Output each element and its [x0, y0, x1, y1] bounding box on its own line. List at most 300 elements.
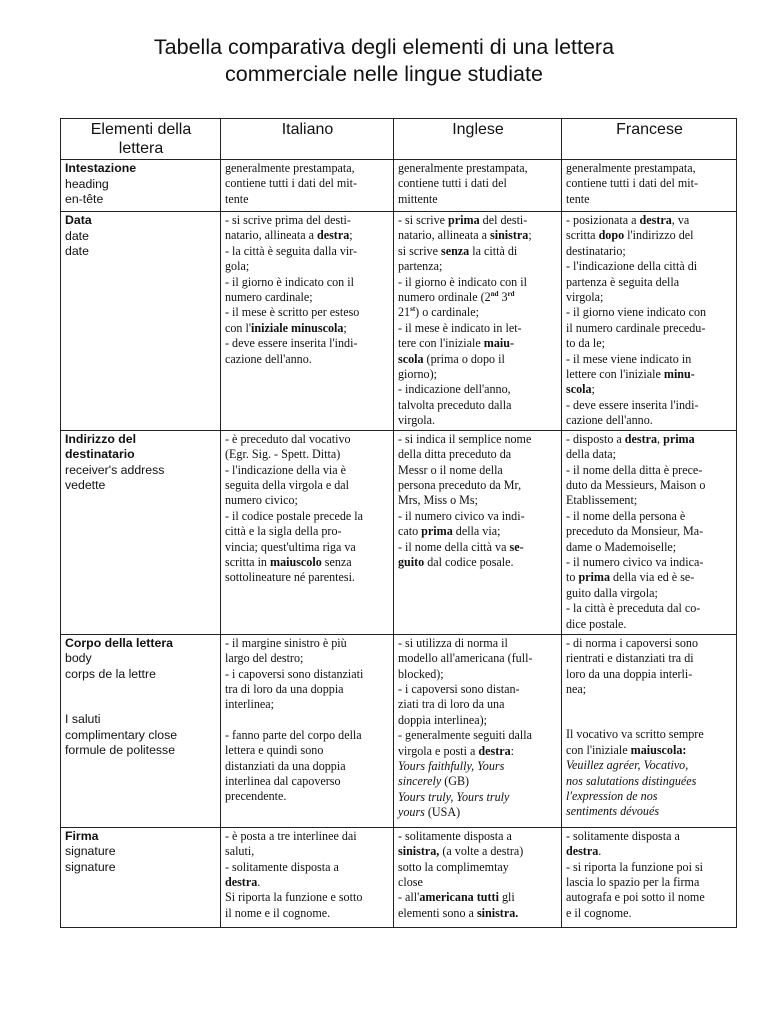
text-run: - solitamente disposta a: [398, 828, 512, 843]
text-line: [398, 540, 558, 555]
text-run: - il nome della città va: [398, 539, 510, 554]
text-run: ziati tra di loro da una: [398, 697, 505, 712]
table-row-data: [61, 212, 737, 431]
text-run: partenza;: [398, 259, 443, 274]
text-run: - si scrive prima del desti-: [225, 213, 351, 227]
bold-text: maiuscolo: [270, 554, 322, 569]
text-line: [566, 829, 733, 844]
text-run: , va: [671, 213, 690, 227]
text-line: [566, 509, 733, 524]
text-run: - deve essere inserita l'indi-: [225, 336, 358, 351]
text-run: largo del destro;: [225, 651, 304, 666]
text-run: to da le;: [566, 336, 605, 351]
text-line: [398, 305, 558, 320]
text-run: il numero cardinale precedu-: [566, 320, 706, 335]
blank-line: [65, 697, 217, 712]
text-run: receiver's address: [65, 462, 165, 477]
text-line: [566, 524, 733, 539]
text-run: giorno);: [398, 367, 437, 382]
cell-corpo-francese: [562, 634, 737, 827]
text-line: [225, 540, 390, 555]
cell-indirizzo-italiano: [221, 430, 394, 634]
italic-text: l'expression de nos: [566, 788, 658, 803]
text-run: signature: [65, 859, 116, 874]
text-line: [225, 774, 390, 789]
row-label-corpo: [61, 634, 221, 827]
text-run: cato: [398, 524, 422, 539]
text-line: [566, 860, 733, 875]
row-label-intestazione: [61, 160, 221, 212]
text-line: [225, 860, 390, 875]
text-run: - il codice postale precede la: [225, 508, 363, 523]
text-line: [566, 382, 733, 397]
text-line: [398, 524, 558, 539]
text-line: [225, 228, 390, 243]
text-line: [65, 192, 217, 208]
bold-text: rd: [507, 290, 515, 299]
bold-text: prima: [421, 524, 453, 539]
row-label-firma: [61, 827, 221, 927]
bold-text: destra: [639, 213, 672, 227]
text-line: [225, 336, 390, 351]
text-run: numero cardinale;: [225, 290, 313, 305]
bold-text: sinistra.: [476, 905, 519, 920]
text-run: - il numero civico va indica-: [566, 554, 704, 569]
text-line: [398, 213, 558, 228]
text-line: [225, 259, 390, 274]
text-line: [225, 176, 390, 191]
text-run: numero civico;: [225, 493, 298, 508]
text-line: [566, 447, 733, 462]
text-run: ;: [591, 382, 595, 397]
text-line: [398, 432, 558, 447]
text-run: - il giorno è indicato con il: [225, 274, 354, 289]
text-line: [566, 478, 733, 493]
text-run: persona preceduto da Mr,: [398, 477, 522, 492]
text-run: precendente.: [225, 789, 287, 804]
text-run: dame o Mademoiselle;: [566, 539, 677, 554]
bold-text: americana tutti: [419, 890, 499, 905]
italic-text: sentiments dévoués: [566, 804, 660, 819]
text-line: [566, 413, 733, 428]
text-run: - generalmente seguiti dalla: [398, 728, 532, 743]
italic-text: Veuillez agréer, Vocativo,: [566, 758, 689, 773]
text-run: con l': [225, 320, 252, 335]
text-run: ;: [349, 228, 353, 243]
blank-line: [225, 713, 390, 728]
bold-text: prima: [663, 431, 695, 446]
text-run: vincia; quest'ultima riga va: [225, 539, 356, 554]
bold-text: Data: [65, 213, 92, 227]
text-line: [225, 636, 390, 651]
text-line: [566, 601, 733, 616]
text-run: virgola e posti a: [398, 743, 479, 758]
text-line: [225, 570, 390, 585]
text-line: [398, 890, 558, 905]
text-line: [398, 744, 558, 759]
text-run: 3: [498, 290, 508, 305]
text-run: (GB): [441, 774, 470, 789]
header-line: lettera: [118, 140, 164, 157]
text-line: [398, 555, 558, 570]
text-run: - solitamente disposta a: [566, 828, 680, 843]
italic-text: yours: [398, 805, 425, 820]
text-line: [225, 352, 390, 367]
table-row-firma: [61, 827, 737, 927]
italic-text: Yours truly, Yours truly: [398, 789, 510, 804]
text-line: [398, 352, 558, 367]
bold-text: scola: [566, 382, 592, 397]
bold-text: Firma: [65, 828, 99, 843]
text-line: [566, 176, 733, 191]
text-run: ) o cardinale;: [415, 305, 479, 320]
cell-firma-inglese: [394, 827, 562, 927]
text-line: [225, 321, 390, 336]
bold-text: prima: [448, 213, 480, 227]
italic-text: sincerely: [398, 774, 442, 789]
bold-text: scola: [398, 351, 424, 366]
header-line: Francese: [616, 121, 683, 138]
text-line: [65, 860, 217, 876]
text-run: contiene tutti i dati del mit-: [566, 176, 698, 191]
text-run: contiene tutti i dati del: [398, 176, 507, 191]
text-run: destinatario;: [566, 243, 626, 258]
text-run: to: [566, 570, 579, 585]
text-line: [65, 161, 217, 177]
italic-text: Yours faithfully, Yours: [398, 758, 505, 773]
text-run: - il numero civico va indi-: [398, 508, 525, 523]
table-row-indirizzo: [61, 430, 737, 634]
text-line: [566, 463, 733, 478]
text-run: generalmente prestampata,: [566, 161, 696, 175]
text-line: [398, 244, 558, 259]
text-line: [566, 336, 733, 351]
bold-text: sinistra: [490, 228, 529, 243]
header-line: Italiano: [281, 121, 334, 138]
text-run: 21: [398, 305, 411, 320]
bold-text: Corpo della lettera: [65, 635, 173, 650]
text-line: [65, 651, 217, 667]
text-line: [398, 805, 558, 820]
text-run: natario, allineata a: [398, 228, 490, 243]
text-line: [225, 192, 390, 207]
cell-firma-francese: [562, 827, 737, 927]
text-line: [65, 743, 217, 759]
text-line: [398, 478, 558, 493]
text-run: lascia lo spazio per la firma: [566, 874, 700, 889]
text-line: [225, 432, 390, 447]
text-run: della via;: [452, 524, 501, 539]
text-line: [566, 789, 733, 804]
text-run: l'indirizzo del: [624, 228, 694, 243]
text-line: [566, 540, 733, 555]
text-run: tra di loro da una doppia: [225, 681, 344, 696]
text-line: [65, 667, 217, 683]
text-line: [225, 290, 390, 305]
text-line: [566, 228, 733, 243]
text-run: - l'indicazione della via è: [225, 462, 347, 477]
text-line: [398, 651, 558, 666]
text-run: - l'indicazione della città di: [566, 259, 698, 274]
text-run: della via ed è se-: [610, 570, 695, 585]
text-line: [398, 667, 558, 682]
text-run: - disposto a: [566, 431, 625, 446]
text-line: [65, 728, 217, 744]
text-run: Si riporta la funzione e sotto: [225, 890, 363, 905]
text-line: [225, 463, 390, 478]
text-run: - il margine sinistro è più: [225, 635, 347, 650]
text-line: [566, 667, 733, 682]
cell-firma-italiano: [221, 827, 394, 927]
text-run: .: [257, 874, 261, 889]
text-run: del desti-: [479, 213, 528, 227]
text-line: [398, 713, 558, 728]
text-run: (prima o dopo il: [423, 351, 505, 366]
text-line: [398, 161, 558, 176]
text-run: - la città è preceduta dal co-: [566, 601, 701, 616]
text-line: [398, 844, 558, 859]
text-line: [566, 161, 733, 176]
text-run: - i capoversi sono distanziati: [225, 666, 364, 681]
text-run: Il vocativo va scritto sempre: [566, 727, 704, 742]
text-run: - il mese viene indicato in: [566, 351, 692, 366]
text-line: [566, 906, 733, 921]
header-italiano: [221, 119, 394, 160]
bold-text: iniziale minuscola: [251, 320, 344, 335]
text-line: [65, 432, 217, 448]
text-line: [398, 321, 558, 336]
text-line: [398, 509, 558, 524]
text-line: [225, 305, 390, 320]
text-line: [225, 478, 390, 493]
text-run: sottolineature né parentesi.: [225, 570, 355, 585]
bold-text: nd: [490, 290, 499, 299]
text-run: virgola;: [566, 290, 604, 305]
row-label-indirizzo: [61, 430, 221, 634]
text-line: [225, 682, 390, 697]
text-run: date: [65, 244, 89, 258]
text-run: saluti,: [225, 844, 255, 859]
text-line: [65, 844, 217, 860]
text-run: - il mese è scritto per esteso: [225, 305, 360, 320]
text-line: [225, 275, 390, 290]
cell-intestazione-francese: [562, 160, 737, 212]
text-line: [398, 447, 558, 462]
bold-text: guito: [398, 554, 425, 569]
text-run: body: [65, 651, 92, 666]
text-run: - deve essere inserita l'indi-: [566, 397, 699, 412]
text-run: - all': [398, 890, 420, 905]
cell-intestazione-italiano: [221, 160, 394, 212]
text-run: (USA): [424, 805, 461, 820]
text-run: generalmente prestampata,: [225, 161, 355, 175]
text-run: I saluti: [65, 712, 101, 727]
text-line: [65, 636, 217, 652]
text-line: [398, 275, 558, 290]
text-run: heading: [65, 176, 109, 191]
text-run: en-tête: [65, 192, 104, 206]
text-run: (Egr. Sig. - Spett. Ditta): [225, 447, 341, 462]
text-run: autografa e poi sotto il nome: [566, 890, 705, 905]
bold-text: prima: [578, 570, 611, 585]
text-line: [398, 682, 558, 697]
text-run: modello all'americana (full-: [398, 651, 533, 666]
text-line: [566, 321, 733, 336]
text-line: [398, 759, 558, 774]
text-run: rientrati e distanziati tra di: [566, 651, 694, 666]
text-run: date: [65, 228, 89, 243]
text-line: [398, 906, 558, 921]
cell-data-inglese: [394, 212, 562, 431]
text-run: interlinea dal capoverso: [225, 773, 341, 788]
text-run: la città di: [469, 243, 518, 258]
header-elementi: [61, 119, 221, 160]
text-line: [566, 774, 733, 789]
text-line: [398, 413, 558, 428]
text-line: [398, 774, 558, 789]
text-run: (a volte a destra): [439, 844, 524, 859]
text-line: [566, 743, 733, 758]
text-line: [398, 860, 558, 875]
text-line: [225, 447, 390, 462]
text-run: elementi sono a: [398, 905, 477, 920]
cell-intestazione-inglese: [394, 160, 562, 212]
text-line: [65, 177, 217, 193]
text-run: e il cognome.: [566, 905, 632, 920]
text-run: formule de politesse: [65, 743, 176, 758]
text-run: - solitamente disposta a: [225, 859, 339, 874]
text-run: - si utilizza di norma il: [398, 635, 508, 650]
bold-text: maiuscola:: [630, 742, 687, 757]
text-run: .: [598, 844, 602, 859]
header-line: Inglese: [452, 121, 504, 138]
text-line: [398, 875, 558, 890]
text-run: - indicazione dell'anno,: [398, 382, 511, 397]
text-run: - il nome della persona è: [566, 508, 686, 523]
text-run: :: [510, 743, 515, 758]
text-line: [398, 367, 558, 382]
text-run: della ditta preceduto da: [398, 447, 512, 462]
text-line: [398, 728, 558, 743]
text-line: [398, 398, 558, 413]
header-inglese: [394, 119, 562, 160]
text-run: ;: [343, 320, 347, 335]
row-label-data: [61, 212, 221, 431]
text-line: [566, 682, 733, 697]
text-line: [566, 398, 733, 413]
text-line: [566, 727, 733, 742]
text-run: close: [398, 874, 423, 889]
text-run: natario, allineata a: [225, 228, 317, 243]
text-line: [566, 275, 733, 290]
text-line: [225, 524, 390, 539]
text-run: - il nome della ditta è prece-: [566, 462, 703, 477]
text-line: [398, 228, 558, 243]
text-line: [398, 463, 558, 478]
text-line: [225, 890, 390, 905]
text-run: loro da una doppia interli-: [566, 666, 693, 681]
text-run: nea;: [566, 681, 587, 696]
text-line: [225, 697, 390, 712]
cell-data-francese: [562, 212, 737, 431]
bold-text: maiu-: [483, 336, 515, 351]
text-run: si scrive: [398, 243, 441, 258]
text-run: - fanno parte del corpo della: [225, 727, 362, 742]
header-francese: [562, 119, 737, 160]
text-run: - il giorno viene indicato con: [566, 305, 707, 320]
text-line: [566, 432, 733, 447]
cell-indirizzo-inglese: [394, 430, 562, 634]
text-line: [566, 192, 733, 207]
text-line: [225, 667, 390, 682]
title-line: commerciale nelle lingue studiate: [225, 62, 543, 86]
text-run: cazione dell'anno.: [225, 351, 312, 366]
bold-text: se-: [509, 539, 524, 554]
text-line: [566, 844, 733, 859]
text-run: duto da Messieurs, Maison o: [566, 477, 706, 492]
bold-text: senza: [441, 243, 470, 258]
text-line: [566, 213, 733, 228]
blank-line: [566, 697, 733, 712]
text-line: [225, 728, 390, 743]
text-run: scritta: [566, 228, 599, 243]
text-line: [225, 789, 390, 804]
text-run: - è posta a tre interlinee dai: [225, 828, 357, 843]
text-run: lettere con l'iniziale: [566, 367, 664, 382]
cell-corpo-italiano: [221, 634, 394, 827]
bold-text: st: [410, 305, 416, 314]
text-line: [398, 336, 558, 351]
text-line: [225, 829, 390, 844]
bold-text: destra: [225, 874, 258, 889]
text-run: complimentary close: [65, 727, 178, 742]
text-run: partenza è seguita della: [566, 274, 680, 289]
bold-text: destra: [478, 743, 511, 758]
table-row-intestazione: [61, 160, 737, 212]
text-line: [398, 290, 558, 305]
bold-text: Indirizzo del: [65, 431, 137, 446]
text-run: senza: [321, 554, 352, 569]
text-run: doppia interlinea);: [398, 712, 487, 727]
text-line: [566, 555, 733, 570]
bold-text: sinistra,: [398, 844, 440, 859]
text-line: [65, 447, 217, 463]
text-run: - la città è seguita dalla vir-: [225, 243, 358, 258]
text-run: tere con l'iniziale: [398, 336, 484, 351]
title-line: Tabella comparativa degli elementi di una lettera: [153, 35, 615, 59]
text-line: [566, 875, 733, 890]
bold-text: Intestazione: [65, 161, 137, 175]
text-run: ;: [528, 228, 532, 243]
cell-data-italiano: [221, 212, 394, 431]
text-run: tente: [566, 191, 590, 206]
text-run: - il giorno è indicato con il: [398, 274, 527, 289]
text-line: [566, 586, 733, 601]
text-line: [566, 651, 733, 666]
text-line: [398, 382, 558, 397]
text-run: dice postale.: [566, 616, 627, 631]
text-run: sotto la complimemtay: [398, 859, 509, 874]
page-title: [0, 34, 768, 88]
text-run: preceduto da Monsieur, Ma-: [566, 524, 704, 539]
text-line: [225, 651, 390, 666]
text-run: talvolta preceduto dalla: [398, 397, 512, 412]
text-line: [566, 290, 733, 305]
text-run: gli: [498, 890, 515, 905]
cell-indirizzo-francese: [562, 430, 737, 634]
header-line: Elementi della: [90, 121, 192, 138]
text-run: numero ordinale (2: [398, 290, 491, 305]
